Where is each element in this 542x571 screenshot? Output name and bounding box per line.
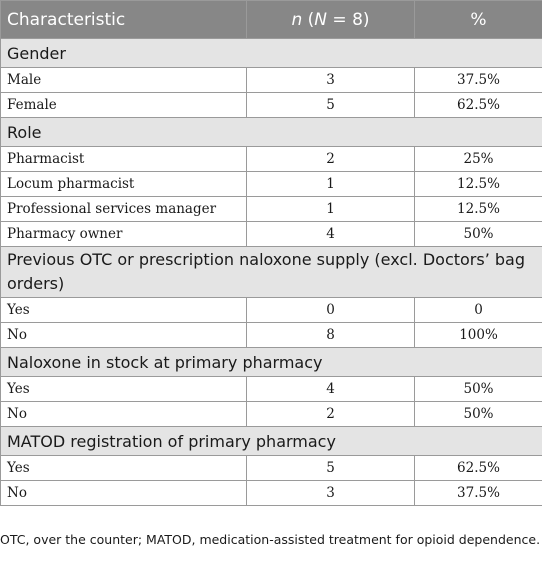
table-row (1, 481, 542, 506)
section-row-role (1, 118, 542, 147)
header-characteristic: Characteristic (1, 1, 247, 39)
section-row-naloxone-stock (1, 348, 542, 377)
row-percent: 100% (415, 323, 542, 348)
table-row (1, 172, 542, 197)
section-title: Gender (1, 39, 542, 68)
table-row (1, 377, 542, 402)
section-title: Role (1, 118, 542, 147)
row-label: No (1, 402, 247, 427)
row-label: Yes (1, 377, 247, 402)
row-label: Female (1, 93, 247, 118)
header-n-rest: = 8) (327, 9, 370, 30)
table-row (1, 197, 542, 222)
row-percent: 0 (415, 298, 542, 323)
row-percent: 50% (415, 402, 542, 427)
header-percent: % (415, 1, 542, 39)
section-title: MATOD registration of primary pharmacy (1, 427, 542, 456)
row-percent: 37.5% (415, 68, 542, 93)
header-n-italic: n (291, 9, 303, 30)
row-label: Yes (1, 298, 247, 323)
row-n: 5 (247, 456, 415, 481)
table-row (1, 147, 542, 172)
row-percent: 37.5% (415, 481, 542, 506)
row-n: 3 (247, 481, 415, 506)
row-percent: 25% (415, 147, 542, 172)
row-percent: 62.5% (415, 456, 542, 481)
row-percent: 12.5% (415, 172, 542, 197)
row-n: 2 (247, 402, 415, 427)
row-percent: 50% (415, 377, 542, 402)
row-n: 8 (247, 323, 415, 348)
section-title: Previous OTC or prescription naloxone supply (excl. Doctors’ bag orders) (1, 247, 542, 298)
row-n: 4 (247, 222, 415, 247)
row-label: Locum pharmacist (1, 172, 247, 197)
table-row (1, 93, 542, 118)
table-header-row (1, 1, 542, 39)
table-row (1, 298, 542, 323)
row-n: 0 (247, 298, 415, 323)
header-n (247, 1, 415, 39)
table-row (1, 68, 542, 93)
table-row (1, 402, 542, 427)
row-n: 1 (247, 197, 415, 222)
table-row (1, 323, 542, 348)
section-title: Naloxone in stock at primary pharmacy (1, 348, 542, 377)
row-percent: 12.5% (415, 197, 542, 222)
row-n: 3 (247, 68, 415, 93)
row-n: 5 (247, 93, 415, 118)
row-label: Male (1, 68, 247, 93)
header-n-N: N (314, 9, 328, 30)
section-row-previous-supply (1, 247, 542, 298)
row-n: 2 (247, 147, 415, 172)
table-row (1, 456, 542, 481)
row-n: 1 (247, 172, 415, 197)
row-label: Yes (1, 456, 247, 481)
row-label: No (1, 323, 247, 348)
row-label: Pharmacist (1, 147, 247, 172)
table-row (1, 222, 542, 247)
section-row-matod (1, 427, 542, 456)
header-n-open: ( (302, 9, 315, 30)
row-label: Pharmacy owner (1, 222, 247, 247)
row-percent: 62.5% (415, 93, 542, 118)
row-n: 4 (247, 377, 415, 402)
section-row-gender (1, 39, 542, 68)
row-label: No (1, 481, 247, 506)
row-label: Professional services manager (1, 197, 247, 222)
row-percent: 50% (415, 222, 542, 247)
table-footnote: OTC, over the counter; MATOD, medication-assisted treatment for opioid dependence. (0, 532, 541, 547)
